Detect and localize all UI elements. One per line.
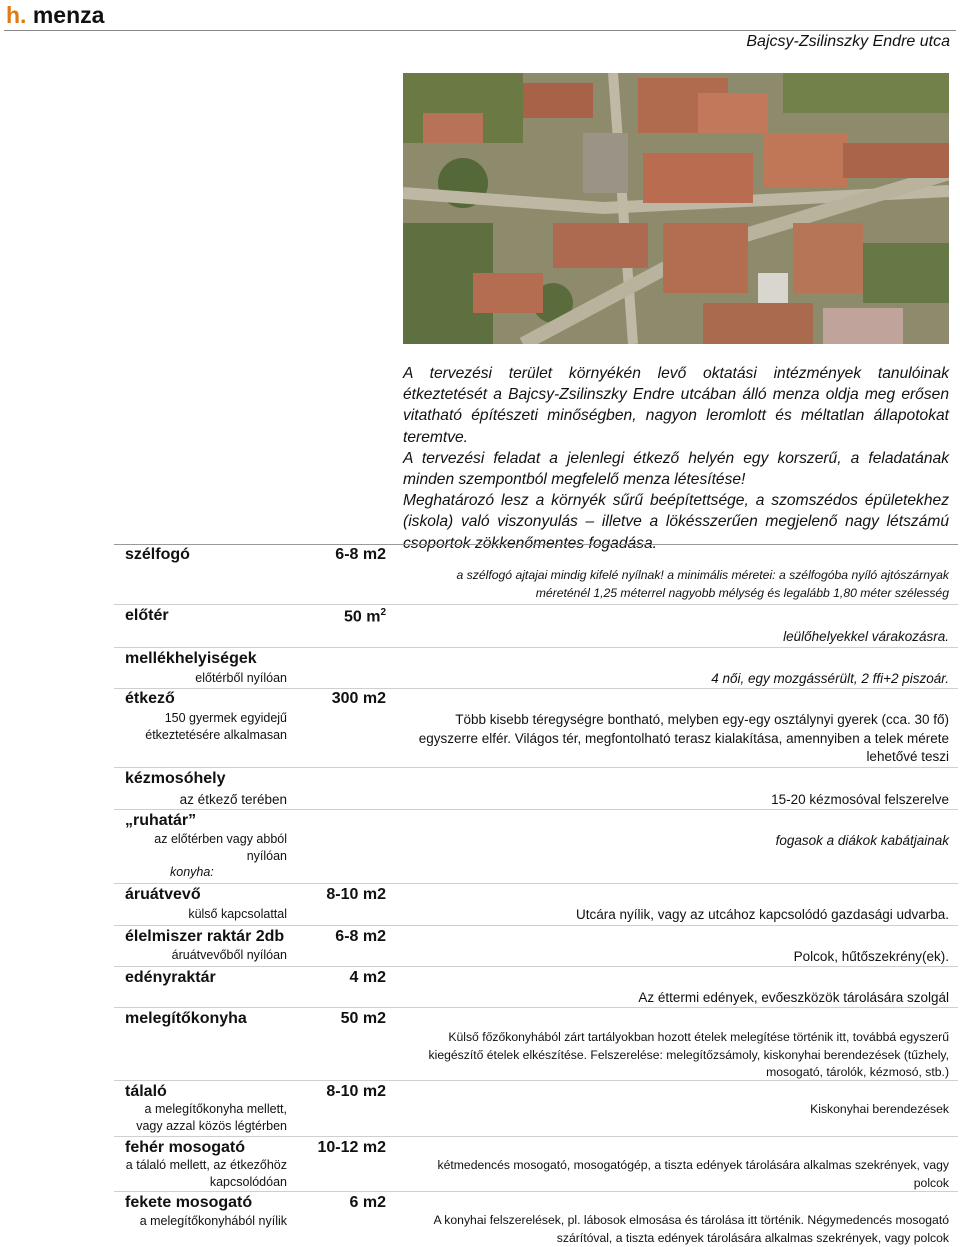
room-description: [409, 567, 949, 602]
page-heading: [6, 2, 104, 29]
street-name: Bajcsy-Zsilinszky Endre utca: [746, 33, 950, 50]
room-name: szélfogó: [125, 546, 190, 563]
room-area: [344, 607, 386, 626]
room-area: 8-10 m2: [326, 1083, 386, 1100]
intro-text: [403, 363, 949, 554]
room-name: mellékhelyiségek: [125, 650, 257, 667]
room-subnote: a melegítőkonyha mellett, vagy azzal közös légtérben: [136, 1102, 287, 1133]
intro-paragraph: Meghatározó lesz a környék sűrű beépítettsége, a szomszédos épületekhez (iskola) való viszonyulás – illetve a lökésszerűen megjelenő nagy létszámú csoportok zökkenőmentes fogadása.: [403, 492, 949, 552]
room-subnote: a tálaló mellett, az étkezőhöz kapcsolódóan: [125, 1158, 287, 1189]
room-area: 6-8 m2: [335, 546, 386, 563]
room-description: fogasok a diákok kabátjainak: [775, 833, 949, 848]
row-separator: [114, 883, 958, 884]
room-description: 15-20 kézmosóval felszerelve: [771, 792, 949, 807]
room-name: fekete mosogató: [125, 1194, 253, 1211]
room-name: étkező: [125, 690, 175, 707]
room-area: 8-10 m2: [326, 886, 386, 903]
room-description: Polcok, hűtőszekrény(ek).: [793, 949, 949, 964]
room-area: 6 m2: [349, 1194, 386, 1211]
room-name: előtér: [125, 607, 169, 624]
room-description: Utcára nyílik, vagy az utcához kapcsolódó gazdasági udvarba.: [576, 907, 949, 922]
table-top-rule: [114, 544, 958, 545]
room-name: élelmiszer raktár 2db: [125, 928, 285, 945]
room-description: A konyhai felszerelések, pl. lábosok elmosása és tárolása itt történik. Négymedencés mosogató szárítóval, a tiszta edények tárolására alkalmas szekrények, vagy polcok: [433, 1213, 949, 1245]
room-area: 4 m2: [349, 969, 386, 986]
room-area: 300 m2: [331, 690, 386, 707]
room-description: Az éttermi edények, evőeszközök tárolására szolgál: [638, 990, 949, 1005]
room-subnote: előtérből nyílóan: [195, 671, 287, 685]
section-title: menza: [32, 2, 105, 28]
room-subnote: az étkező terében: [179, 792, 287, 807]
row-separator: [114, 925, 958, 926]
room-subnote: az előtérben vagy abból nyílóan: [154, 832, 287, 863]
row-separator: [114, 647, 958, 648]
room-description: leülőhelyekkel várakozásra.: [783, 629, 949, 644]
room-name: „ruhatár”: [125, 812, 197, 829]
row-separator: [114, 1136, 958, 1137]
room-description: Kiskonyhai berendezések: [810, 1102, 949, 1116]
room-area: 50 m2: [340, 1010, 386, 1027]
room-name: kézmosóhely: [125, 770, 226, 787]
row-separator: [114, 767, 958, 768]
row-separator: [114, 604, 958, 605]
header-rule: [4, 30, 956, 31]
aerial-photo-icon: [403, 73, 949, 344]
room-area-unit-exponent: 2: [380, 607, 386, 618]
room-subnote: 150 gyermek egyidejű étkeztetésére alkalmasan: [145, 711, 287, 742]
room-name: edényraktár: [125, 969, 216, 986]
room-area: 6-8 m2: [335, 928, 386, 945]
room-name: fehér mosogató: [125, 1139, 246, 1156]
room-description: 4 női, egy mozgássérült, 2 ffi+2 piszoár.: [711, 671, 949, 686]
room-description-detail: a minimális méretei: a szélfogóba nyíló ajtószárnyak méreténél 1,25 méterrel nagyobb mélység és legalább 1,80 méter szélesség: [535, 568, 949, 600]
room-subnote: külső kapcsolattal: [188, 907, 287, 921]
intro-paragraph: A tervezési terület környékén levő oktatási intézmények tanulóinak étkeztetését a Bajcsy-Zsilinszky Endre utcában álló menza oldja meg erősen vitatható építészeti minőségben, nagyon leromlott és méltatlan állapotokat teremtve.: [403, 365, 949, 446]
room-name: melegítőkonyha: [125, 1010, 247, 1027]
room-description-note: a szélfogó ajtajai mindig kifelé nyílnak!: [456, 568, 664, 582]
room-subnote: áruátvevőből nyílóan: [171, 948, 287, 962]
room-description: Külső főzőkonyhából zárt tartályokban hozott ételek melegítése történik itt, továbbá egyszerű kiegészítő ételek elkészítése. Felszerelése: melegítőzsámoly, kiskonyhai berendezések (tűzhely, mosogató, tárolók, kézmosó, stb.): [428, 1030, 949, 1079]
room-description: kétmedencés mosogató, mosogatógép, a tiszta edények tárolására alkalmas szekrények, vagy polcok: [437, 1158, 949, 1190]
room-name: áruátvevő: [125, 886, 201, 903]
room-subnote: a melegítőkonyhából nyílik: [139, 1214, 287, 1228]
intro-paragraph: A tervezési feladat a jelenlegi étkező helyén egy korszerű, a feladatának minden szempontból megfelelő menza létesítése!: [403, 449, 949, 489]
room-area-value: 50 m: [343, 608, 381, 626]
section-letter: h.: [6, 2, 27, 28]
room-name: tálaló: [125, 1083, 167, 1100]
section-label-konyha: konyha:: [170, 865, 214, 879]
room-description: Több kisebb téregységre bontható, melyben egy-egy osztálynyi gyerek (cca. 30 fő) egyszerre elfér. Világos tér, megfontolható terasz kialakítása, amennyiben a telek mérete lehetővé teszi: [418, 712, 949, 764]
room-area: 10-12 m2: [317, 1139, 386, 1156]
